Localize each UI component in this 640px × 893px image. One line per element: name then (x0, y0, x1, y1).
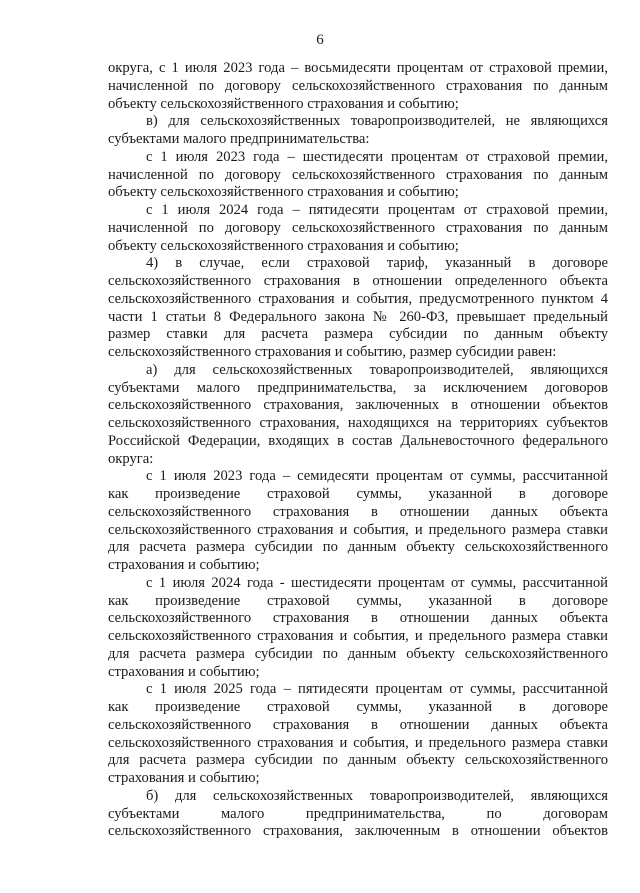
text-line: объекту сельскохозяйственного страхования и событию; (108, 95, 459, 112)
text-line: сельскохозяйственного страхования, находящихся на территориях субъектов (108, 415, 608, 431)
text-line: сельскохозяйственного страхования в отношении данных объекта (108, 610, 608, 627)
text-line: субъектами малого предпринимательства, за исключением договоров (108, 379, 608, 396)
text-line: объекту сельскохозяйственного страхования и событию; (108, 184, 459, 201)
text-line: субъектами малого предпринимательства, по договорам (108, 805, 608, 822)
text-line: сельскохозяйственного страхования и событию, размер субсидии равен: (108, 344, 557, 360)
text-line: сельскохозяйственного страхования, заключенным в отношении объектов (108, 823, 608, 840)
text-line: с 1 июля 2024 года - шестидесяти процентам от суммы, рассчитанной (146, 574, 608, 591)
text-line: округа: (108, 450, 154, 467)
document-body (108, 60, 608, 841)
text-line: сельскохозяйственного страхования в отношении данных объекта (108, 716, 608, 733)
text-line: для расчета размера субсидии по данным объекту сельскохозяйственного (108, 645, 608, 662)
text-line: как произведение страховой суммы, указанной в договоре (108, 699, 608, 715)
text-line: страхования и событию; (108, 663, 260, 680)
text-line: начисленной по договору сельскохозяйственного страхования по данным (108, 166, 608, 183)
text-line: начисленной по договору сельскохозяйственного страхования по данным (108, 77, 608, 94)
text-line: сельскохозяйственного страхования и события, предусмотренного пунктом 4 (108, 290, 608, 307)
text-line: 4) в случае, если страховой тариф, указанный в договоре (146, 255, 608, 272)
text-line: субъектами малого предпринимательства: (108, 131, 370, 147)
text-line: сельскохозяйственного страхования в отношении определенного объекта (108, 273, 608, 289)
text-line: сельскохозяйственного страхования, заключенных в отношении объектов (108, 397, 608, 414)
text-line: части 1 статьи 8 Федерального закона № 260-ФЗ, превышает предельный (108, 308, 608, 325)
text-line: с 1 июля 2025 года – пятидесяти процентам от суммы, рассчитанной (146, 681, 608, 698)
text-line: сельскохозяйственного страхования в отношении данных объекта (108, 503, 608, 520)
text-line: б) для сельскохозяйственных товаропроизводителей, являющихся (146, 787, 608, 804)
text-line: страхования и событию; (108, 557, 260, 573)
text-line: как произведение страховой суммы, указанной в договоре (108, 486, 608, 502)
text-line: с 1 июля 2023 года – семидесяти процентам от суммы, рассчитанной (146, 468, 608, 485)
text-line: начисленной по договору сельскохозяйственного страхования по данным (108, 219, 608, 236)
text-line: для расчета размера субсидии по данным объекту сельскохозяйственного (108, 752, 608, 769)
text-line: для расчета размера субсидии по данным объекту сельскохозяйственного (108, 539, 608, 556)
text-line: с 1 июля 2023 года – шестидесяти процентам от страховой премии, (146, 148, 608, 165)
text-line: а) для сельскохозяйственных товаропроизводителей, являющихся (146, 361, 608, 378)
text-line: как произведение страховой суммы, указанной в договоре (108, 592, 608, 609)
text-line: с 1 июля 2024 года – пятидесяти процентам от страховой премии, (146, 202, 608, 218)
text-line: сельскохозяйственного страхования и события, и предельного размера ставки (108, 734, 608, 751)
text-line: сельскохозяйственного страхования и события, и предельного размера ставки (108, 521, 608, 538)
text-line: в) для сельскохозяйственных товаропроизводителей, не являющихся (146, 113, 608, 130)
text-line: размер ставки для расчета размера субсидии по данным объекту (108, 326, 608, 343)
text-line: сельскохозяйственного страхования и события, и предельного размера ставки (108, 628, 608, 644)
text-line: страхования и событию; (108, 770, 260, 786)
text-line: объекту сельскохозяйственного страхования и событию; (108, 237, 459, 254)
text-line: округа, с 1 июля 2023 года – восьмидесяти процентам от страховой премии, (108, 60, 608, 76)
text-line: Российской Федерации, входящих в состав Дальневосточного федерального (108, 432, 608, 449)
page-number: 6 (316, 32, 324, 48)
